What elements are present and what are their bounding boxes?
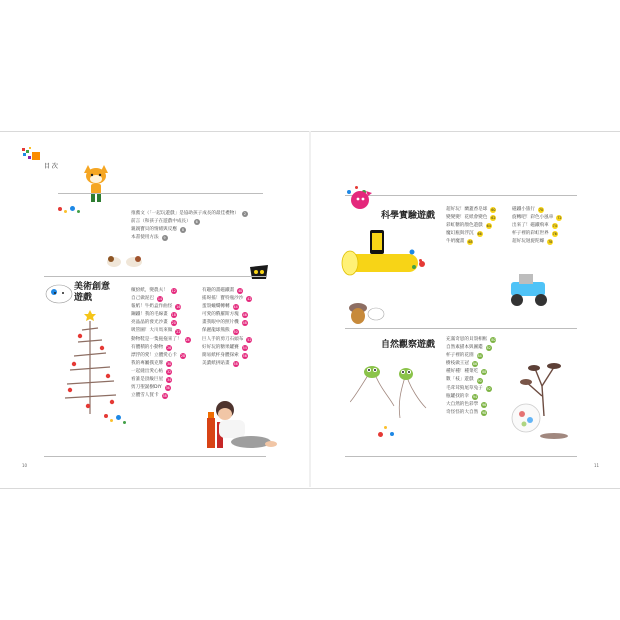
list-item[interactable]: [131, 376, 191, 384]
page-badge: 9: [163, 236, 166, 241]
fox-character-illustration: [82, 161, 110, 205]
list-item[interactable]: [446, 409, 496, 417]
item-label: 推薦文（「一起玩遊戲」是協助孩子成長的最佳禮物）: [131, 211, 239, 216]
item-label: 亮晶晶的發光沙畫: [131, 320, 168, 326]
item-label: 超好玩迴旋陀螺: [512, 239, 545, 245]
page-badge: 48: [242, 321, 247, 326]
item-label: 超好玩！蘭蓋香皂球: [446, 207, 488, 212]
page-badge: 2: [243, 212, 246, 217]
list-item[interactable]: [446, 360, 496, 368]
item-label: 動物鞋是一隻拖拖來了！: [131, 336, 182, 342]
list-item[interactable]: [446, 222, 496, 230]
page-badge: 32: [167, 369, 172, 374]
toc-title: 目 次: [44, 163, 58, 170]
page-badge: 6: [195, 220, 198, 225]
item-label: 巨人手的剪刀石頭布: [202, 336, 244, 342]
right-page-number: 11: [594, 463, 600, 468]
item-label: 繽紛紙，變農夫！: [131, 288, 168, 293]
item-label: 前言（和孩子在遊戲中成長）: [131, 219, 191, 225]
grass-bunnies-illustration: [350, 358, 430, 420]
item-label: 漂浮的愛！立體愛心卡: [131, 352, 177, 358]
list-item[interactable]: [202, 336, 252, 344]
cloud-face-icon: [44, 282, 74, 304]
branches-and-plate-illustration: [504, 356, 572, 442]
list-item[interactable]: [131, 319, 191, 327]
confetti-dot: [412, 265, 416, 269]
confetti-dot: [58, 207, 62, 211]
confetti-dot: [116, 415, 121, 420]
page-badge: 56: [242, 353, 247, 358]
art-bottom-rule: [44, 456, 266, 457]
list-item[interactable]: [446, 385, 496, 393]
list-item[interactable]: [446, 376, 496, 384]
item-label: 自然素描本與圖鑑: [446, 345, 483, 351]
page-badge: 72: [557, 216, 562, 221]
page-badge: 36: [165, 386, 170, 391]
item-label: 杯子裡的彩虹世界: [512, 231, 549, 237]
page-badge: 76: [552, 232, 557, 237]
page-badge: 88: [482, 370, 487, 375]
item-label: 蛋殼蠟燭轉轉: [202, 304, 230, 310]
item-label: 樹枝做王冠: [446, 361, 469, 367]
list-item[interactable]: [446, 368, 496, 376]
item-label: 鋼鐵！我的毛線畫: [131, 312, 168, 318]
list-item[interactable]: [446, 238, 496, 246]
item-label: 我的專屬撲克牌: [131, 360, 164, 366]
book-gutter: [309, 131, 311, 487]
art-rule: [44, 276, 266, 277]
page-badge: 52: [247, 337, 252, 342]
confetti-dot: [123, 421, 126, 424]
list-item[interactable]: [131, 295, 191, 303]
list-item[interactable]: [202, 344, 252, 352]
page-badge: 80: [491, 338, 496, 343]
list-item[interactable]: [202, 303, 252, 311]
robot-car-illustration: [505, 272, 553, 308]
item-label: 保麗龍球熊熊: [202, 328, 230, 334]
page-badge: 44: [233, 305, 238, 310]
confetti-dot: [390, 432, 394, 436]
item-label: 充滿奇思的貝殼相框: [446, 337, 488, 342]
science-list-col1: [446, 206, 496, 246]
item-label: 瓶罐找的幸: [446, 393, 469, 399]
page-badge: 70: [538, 208, 544, 213]
item-label: 毛茸茸狗尾草兔子: [446, 385, 483, 391]
page-badge: 40: [238, 289, 243, 294]
list-item[interactable]: [131, 336, 191, 344]
item-label: 簡易紙杯身體探索: [202, 352, 239, 358]
item-label: 報紙！牛奶盒作曲怪: [131, 304, 173, 310]
item-label: 可愛的俄羅斯方塊: [202, 312, 239, 318]
list-item[interactable]: [202, 319, 252, 327]
page-badge: 58: [233, 361, 238, 366]
art-section-title: 美術創意 遊戲: [74, 282, 111, 303]
list-item[interactable]: [202, 327, 252, 335]
item-label: 搖呀搖！寶特瓶沙沙: [202, 296, 244, 302]
list-item[interactable]: [446, 344, 496, 352]
list-item[interactable]: [131, 218, 248, 226]
item-label: 牛奶魔畫: [446, 239, 465, 245]
page-badge: 16: [176, 305, 181, 310]
item-label: 親親寶貝的情緒與反應: [131, 227, 177, 233]
phone-speaker-illustration: [340, 230, 432, 286]
item-label: 一起縫出愛心帖: [131, 368, 164, 374]
item-label: 立體雪人賀卡: [131, 393, 159, 399]
page-badge: 94: [472, 394, 478, 399]
page-badge: 82: [486, 346, 491, 351]
art-list-col2: [202, 287, 252, 368]
pink-hedgehog-icon: [348, 188, 374, 212]
list-item[interactable]: [446, 393, 496, 401]
list-item[interactable]: [512, 206, 562, 214]
item-label: 剪刀聖誕樹DIY: [131, 385, 162, 391]
item-label: 魔幻瓶與浮沉: [446, 231, 474, 237]
page-badge: 60: [491, 208, 496, 213]
list-item[interactable]: [131, 303, 191, 311]
intro-rule: [58, 193, 263, 194]
page-badge: 90: [477, 378, 482, 383]
nature-section-title: 自然觀察遊戲: [381, 340, 436, 350]
item-label: 數「枝」遊戲: [446, 377, 474, 383]
item-label: 種好種！種菜吃: [446, 369, 479, 375]
list-item[interactable]: [446, 206, 496, 214]
cat-face-icon: [248, 263, 270, 281]
page-badge: 86: [472, 362, 478, 367]
page-badge: 26: [167, 345, 172, 350]
list-item[interactable]: [131, 344, 191, 352]
item-label: 有趣的畫磁鐵畫: [202, 288, 235, 293]
page-badge: 50: [233, 329, 238, 334]
christmas-tree-illustration: [62, 306, 118, 416]
list-item[interactable]: [446, 352, 496, 360]
item-label: 出來了！磁鐵飛車: [512, 223, 549, 229]
list-item[interactable]: [131, 327, 191, 335]
page-badge: 12: [171, 289, 176, 294]
intro-list: [131, 210, 248, 242]
toc-logo-icon: [20, 146, 44, 168]
item-label: 彩虹糖的顏色遊戲: [446, 223, 483, 229]
list-item[interactable]: [446, 230, 496, 238]
list-item[interactable]: [512, 230, 562, 238]
page-badge: 98: [482, 410, 487, 415]
science-list-col2: [512, 206, 562, 246]
item-label: 奇怪怪的大自然: [446, 409, 479, 415]
list-item[interactable]: [446, 336, 496, 344]
item-label: 變變變！花紙會變色: [446, 215, 488, 221]
list-item[interactable]: [446, 401, 496, 409]
page-badge: 14: [157, 297, 163, 302]
item-label: 大自然的色彩學: [446, 401, 479, 407]
page-badge: 68: [468, 240, 473, 245]
science-section-title: 科學實驗遊戲: [381, 211, 436, 221]
nature-rule: [345, 328, 577, 329]
confetti-dot: [70, 206, 75, 211]
left-page-number: 10: [22, 463, 28, 468]
art-list-col1: [131, 287, 191, 400]
list-item[interactable]: [131, 287, 191, 295]
page-badge: 46: [242, 313, 247, 318]
list-item[interactable]: [131, 392, 191, 400]
item-label: 本書使用方法: [131, 235, 159, 241]
list-item[interactable]: [202, 295, 252, 303]
nature-bottom-rule: [345, 456, 577, 457]
page-badge: 18: [171, 313, 176, 318]
item-label: 吸管圖！大川馬來做: [131, 328, 173, 334]
item-label: 好好玩的糖果罐賽: [202, 344, 239, 350]
page-badge: 34: [167, 378, 172, 383]
list-item[interactable]: [131, 360, 191, 368]
puppies-illustration: [106, 252, 144, 268]
list-item[interactable]: [131, 226, 248, 234]
list-item[interactable]: [202, 360, 252, 368]
confetti-dot: [77, 210, 80, 213]
confetti-dot: [64, 210, 67, 213]
confetti-dot: [419, 259, 422, 262]
page-badge: 28: [180, 353, 186, 358]
page-badge: 92: [486, 386, 491, 391]
page-badge: 64: [486, 224, 491, 229]
science-rule: [345, 195, 577, 196]
item-label: 看誰是頂級巨星: [131, 377, 164, 383]
item-label: 自己做泥巴: [131, 296, 154, 302]
item-label: 旋轉吧！彩色小風車: [512, 215, 554, 221]
page-badge: 62: [491, 216, 496, 221]
confetti-dot: [378, 432, 383, 437]
list-item[interactable]: [512, 238, 562, 246]
list-item[interactable]: [202, 352, 252, 360]
item-label: 美濃紙拼貼畫: [202, 360, 230, 366]
page-badge: 22: [176, 329, 181, 334]
page-badge: 84: [477, 354, 482, 359]
confetti-dot: [104, 414, 108, 418]
item-label: 畫我眼中的照片機: [202, 320, 239, 326]
page-badge: 8: [181, 228, 184, 233]
page-badge: 20: [171, 321, 176, 326]
list-item[interactable]: [446, 214, 496, 222]
list-item[interactable]: [131, 368, 191, 376]
item-label: 磁鐵小旅行: [512, 207, 535, 212]
page-badge: 96: [482, 402, 487, 407]
confetti-dot: [384, 426, 387, 429]
list-item[interactable]: [512, 214, 562, 222]
page-badge: 38: [162, 394, 167, 399]
item-label: 有體積的小動物: [131, 344, 164, 350]
acorn-icon: [346, 300, 386, 326]
list-item[interactable]: [131, 352, 191, 360]
item-label: 杯子裡的花園: [446, 353, 474, 359]
page-badge: 30: [167, 361, 172, 366]
list-item[interactable]: [131, 311, 191, 319]
page-badge: 78: [548, 240, 553, 245]
page-badge: 24: [185, 337, 190, 342]
list-item[interactable]: [202, 311, 252, 319]
list-item[interactable]: [202, 287, 252, 295]
page-badge: 54: [242, 345, 247, 350]
page-badge: 42: [247, 297, 252, 302]
confetti-dot: [110, 419, 113, 422]
child-with-blocks-illustration: [205, 398, 283, 452]
page-badge: 66: [477, 232, 482, 237]
list-item[interactable]: [512, 222, 562, 230]
list-item[interactable]: [131, 384, 191, 392]
list-item[interactable]: [131, 234, 248, 242]
nature-list: [446, 336, 496, 417]
page-badge: 74: [552, 224, 557, 229]
list-item[interactable]: [131, 210, 248, 218]
